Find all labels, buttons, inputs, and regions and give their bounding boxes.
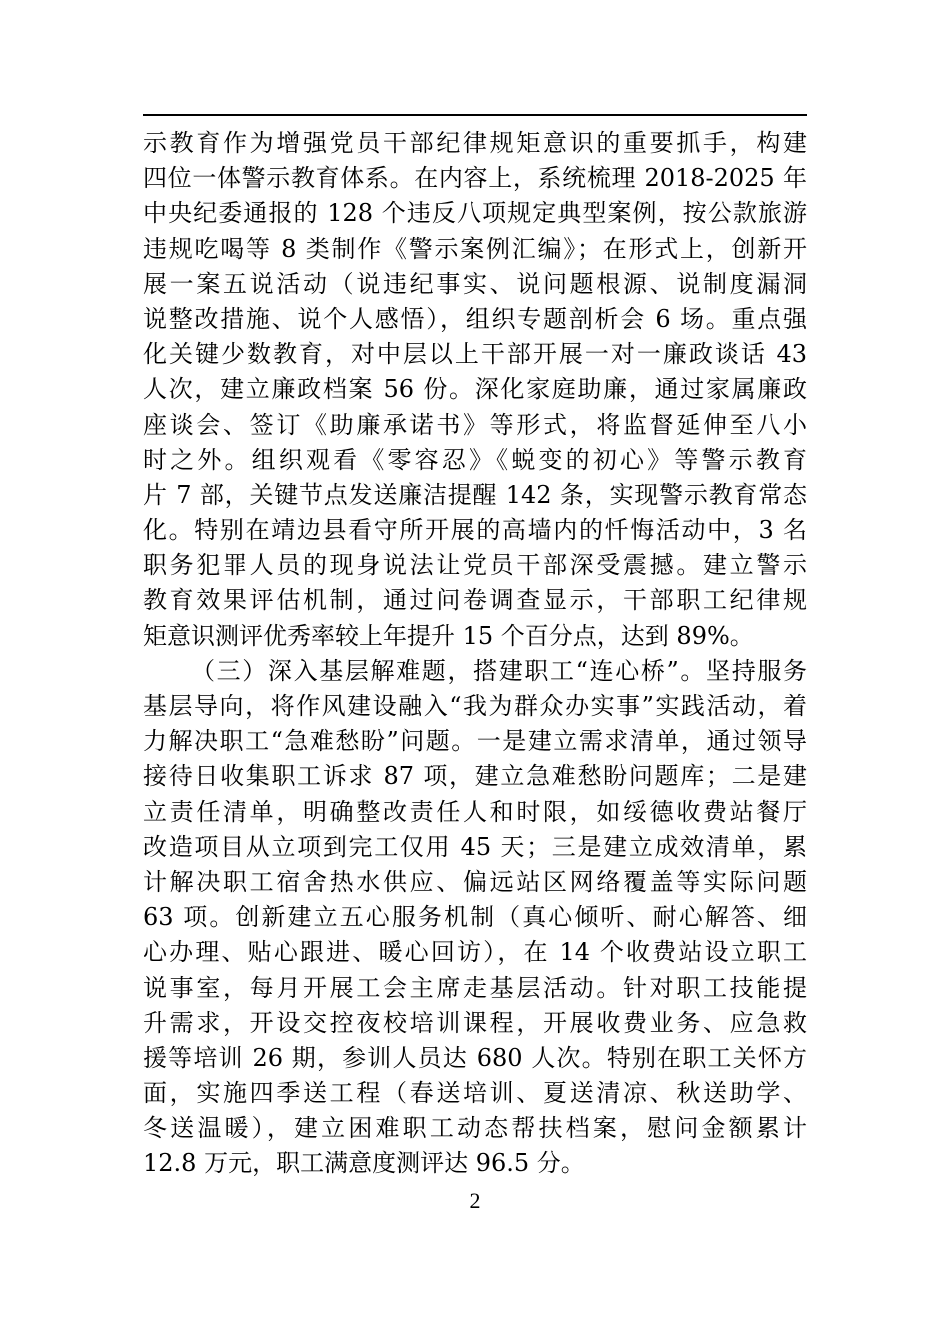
text-line: 违规吃喝等 8 类制作《警示案例汇编》；在形式上，创新开: [143, 234, 807, 263]
text-line: 展一案五说活动（说违纪事实、说问题根源、说制度漏洞: [143, 269, 807, 298]
text-line: 冬送温暖），建立困难职工动态帮扶档案，慰问金额累计: [143, 1114, 807, 1143]
text-line: 计解决职工宿舍热水供应、偏远站区网络覆盖等实际问题: [143, 867, 807, 896]
text-line: 座谈会、签订《助廉承诺书》等形式，将监督延伸至八小: [143, 410, 807, 439]
text-line: 人次，建立廉政档案 56 份。深化家庭助廉，通过家属廉政: [143, 375, 807, 404]
text-line: 四位一体警示教育体系。在内容上，系统梳理 2018-2025 年: [143, 164, 807, 193]
text-line: 矩意识测评优秀率较上年提升 15 个百分点，达到 89%。: [143, 621, 754, 650]
text-line: 心办理、贴心跟进、暖心回访），在 14 个收费站设立职工: [143, 938, 807, 967]
text-line: 片 7 部，关键节点发送廉洁提醒 142 条，实现警示教育常态: [143, 480, 807, 509]
section-heading-line: （三）深入基层解难题，搭建职工“连心桥”。坚持服务: [191, 656, 807, 685]
text-line: 说事室，每月开展工会主席走基层活动。针对职工技能提: [143, 973, 807, 1002]
text-line: 中央纪委通报的 128 个违反八项规定典型案例，按公款旅游: [143, 199, 807, 228]
text-line: 时之外。组织观看《零容忍》《蜕变的初心》等警示教育: [143, 445, 807, 474]
text-line: 面，实施四季送工程（春送培训、夏送清凉、秋送助学、: [143, 1079, 807, 1108]
text-line: 12.8 万元，职工满意度测评达 96.5 分。: [143, 1149, 585, 1178]
text-line: 化关键少数教育，对中层以上干部开展一对一廉政谈话 43: [143, 340, 807, 369]
page-number: 2: [469, 1188, 481, 1213]
text-line: 改造项目从立项到完工仅用 45 天；三是建立成效清单，累: [143, 832, 807, 861]
text-line: 职务犯罪人员的现身说法让党员干部深受震撼。建立警示: [143, 551, 807, 580]
document-body: [143, 126, 807, 1182]
text-line: 力解决职工“急难愁盼”问题。一是建立需求清单，通过领导: [143, 727, 807, 756]
header-rule: [143, 114, 807, 116]
text-line: 63 项。创新建立五心服务机制（真心倾听、耐心解答、细: [143, 903, 807, 932]
text-line: 升需求，开设交控夜校培训课程，开展收费业务、应急救: [143, 1008, 807, 1037]
text-line: 接待日收集职工诉求 87 项，建立急难愁盼问题库；二是建: [143, 762, 807, 791]
text-line: 教育效果评估机制，通过问卷调查显示，干部职工纪律规: [143, 586, 807, 615]
text-line: 基层导向，将作风建设融入“我为群众办实事”实践活动，着: [143, 692, 807, 720]
text-line: 立责任清单，明确整改责任人和时限，如绥德收费站餐厅: [143, 797, 807, 826]
text-line: 化。特别在靖边县看守所开展的高墙内的忏悔活动中，3 名: [143, 516, 807, 545]
text-line: 说整改措施、说个人感悟），组织专题剖析会 6 场。重点强: [143, 304, 807, 333]
text-line: 示教育作为增强党员干部纪律规矩意识的重要抓手，构建: [143, 129, 807, 157]
text-line: 援等培训 26 期，参训人员达 680 人次。特别在职工关怀方: [143, 1043, 807, 1072]
